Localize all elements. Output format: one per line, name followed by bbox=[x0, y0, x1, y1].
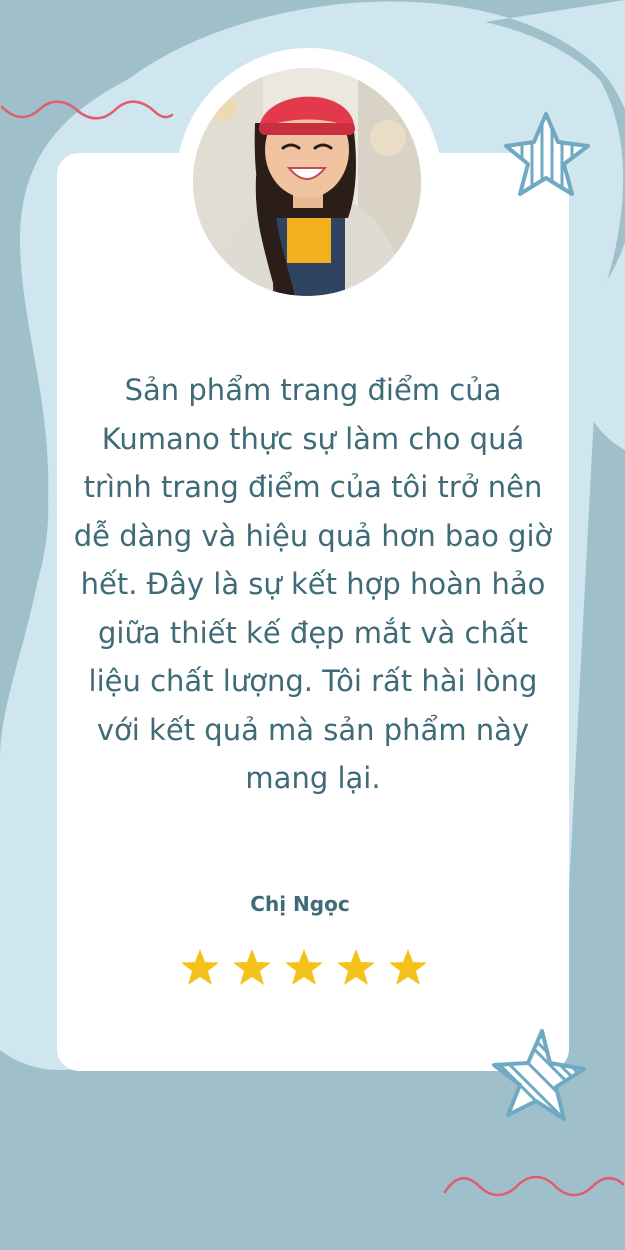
avatar bbox=[193, 68, 421, 296]
rating-stars bbox=[180, 947, 432, 991]
star-icon bbox=[232, 947, 272, 987]
star-icon bbox=[180, 947, 220, 987]
squiggle-bottom-right-icon bbox=[443, 1168, 625, 1204]
testimonial-author: Chị Ngọc bbox=[250, 892, 350, 916]
squiggle-top-left-icon bbox=[0, 95, 175, 130]
customer-photo bbox=[193, 68, 421, 296]
star-icon bbox=[336, 947, 376, 987]
star-icon bbox=[388, 947, 428, 987]
testimonial-quote: Sản phẩm trang điểm của Kumano thực sự làm cho quá trình trang điểm của tôi trở nên dễ dàng và hiệu quả hơn bao giờ hết. Đây là sự kết hợp hoàn hảo giữa thiết kế đẹp mắt và chất liệu chất lượng. Tôi rất hài lòng với kết quả mà sản phẩm này mang lại. bbox=[73, 373, 553, 795]
star-icon bbox=[284, 947, 324, 987]
star-doodle-bottom-right-icon bbox=[490, 1025, 590, 1125]
star-doodle-top-right-icon bbox=[502, 108, 594, 200]
